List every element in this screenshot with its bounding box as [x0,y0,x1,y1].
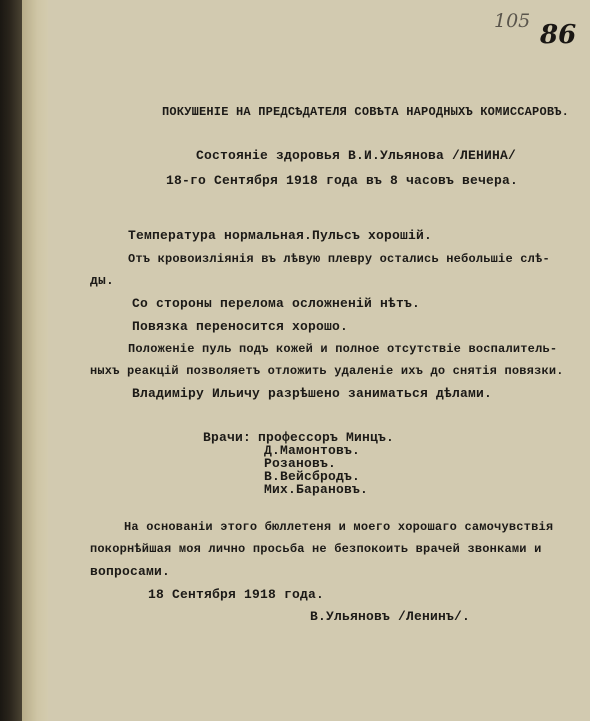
doctor-name: профессоръ Минцъ. [258,430,395,445]
request-line: покорнѣйшая моя лично просьба не безпокоить врачей звонками и [90,542,542,556]
bulletin-line: ныхъ реакцій позволяетъ отложить удаленіе ихъ до снятія повязки. [90,364,564,378]
bulletin-line: Повязка переносится хорошо. [132,319,349,334]
subtitle-line-2: 18-го Сентября 1918 года въ 8 часовъ вечера. [166,173,519,188]
footer-date: 18 Сентября 1918 года. [148,587,325,602]
bulletin-line: Положеніе пуль подъ кожей и полное отсутствіе воспалитель- [128,342,558,356]
bulletin-line: Со стороны перелома осложненій нѣтъ. [132,296,421,311]
request-line: вопросами. [90,564,171,579]
bulletin-line: Температура нормальная.Пульсъ хорошій. [128,228,433,243]
bulletin-line: Владиміру Ильичу разрѣшено заниматься дѣлами. [132,386,493,401]
doctor-name: Д.Мамонтовъ. [264,443,361,458]
document-title: ПОКУШЕНІЕ НА ПРЕДСѢДАТЕЛЯ СОВѢТА НАРОДНЫХЪ КОМИССАРОВЪ. [162,105,570,119]
pencil-archive-number: 105 [494,10,531,32]
request-line: На основаніи этого бюллетеня и моего хорошаго самочувствія [124,520,554,534]
doctor-name: Розановъ. [264,456,337,471]
doctor-name: Мих.Барановъ. [264,482,369,497]
bulletin-line: Отъ кровоизліянія въ лѣвую плевру остались небольшіе слѣ- [128,252,550,266]
footer-signature: В.Ульяновъ /Ленинъ/. [310,609,471,624]
binding-shadow [0,0,22,721]
doctor-name: В.Вейсбродъ. [264,469,361,484]
doctors-label: Врачи: [203,430,252,445]
bulletin-line: ды. [90,273,115,288]
subtitle-line-1: Состояніе здоровья В.И.Ульянова /ЛЕНИНА/ [196,148,517,163]
ink-archive-number: 86 [540,20,577,50]
page-edge [22,0,48,721]
